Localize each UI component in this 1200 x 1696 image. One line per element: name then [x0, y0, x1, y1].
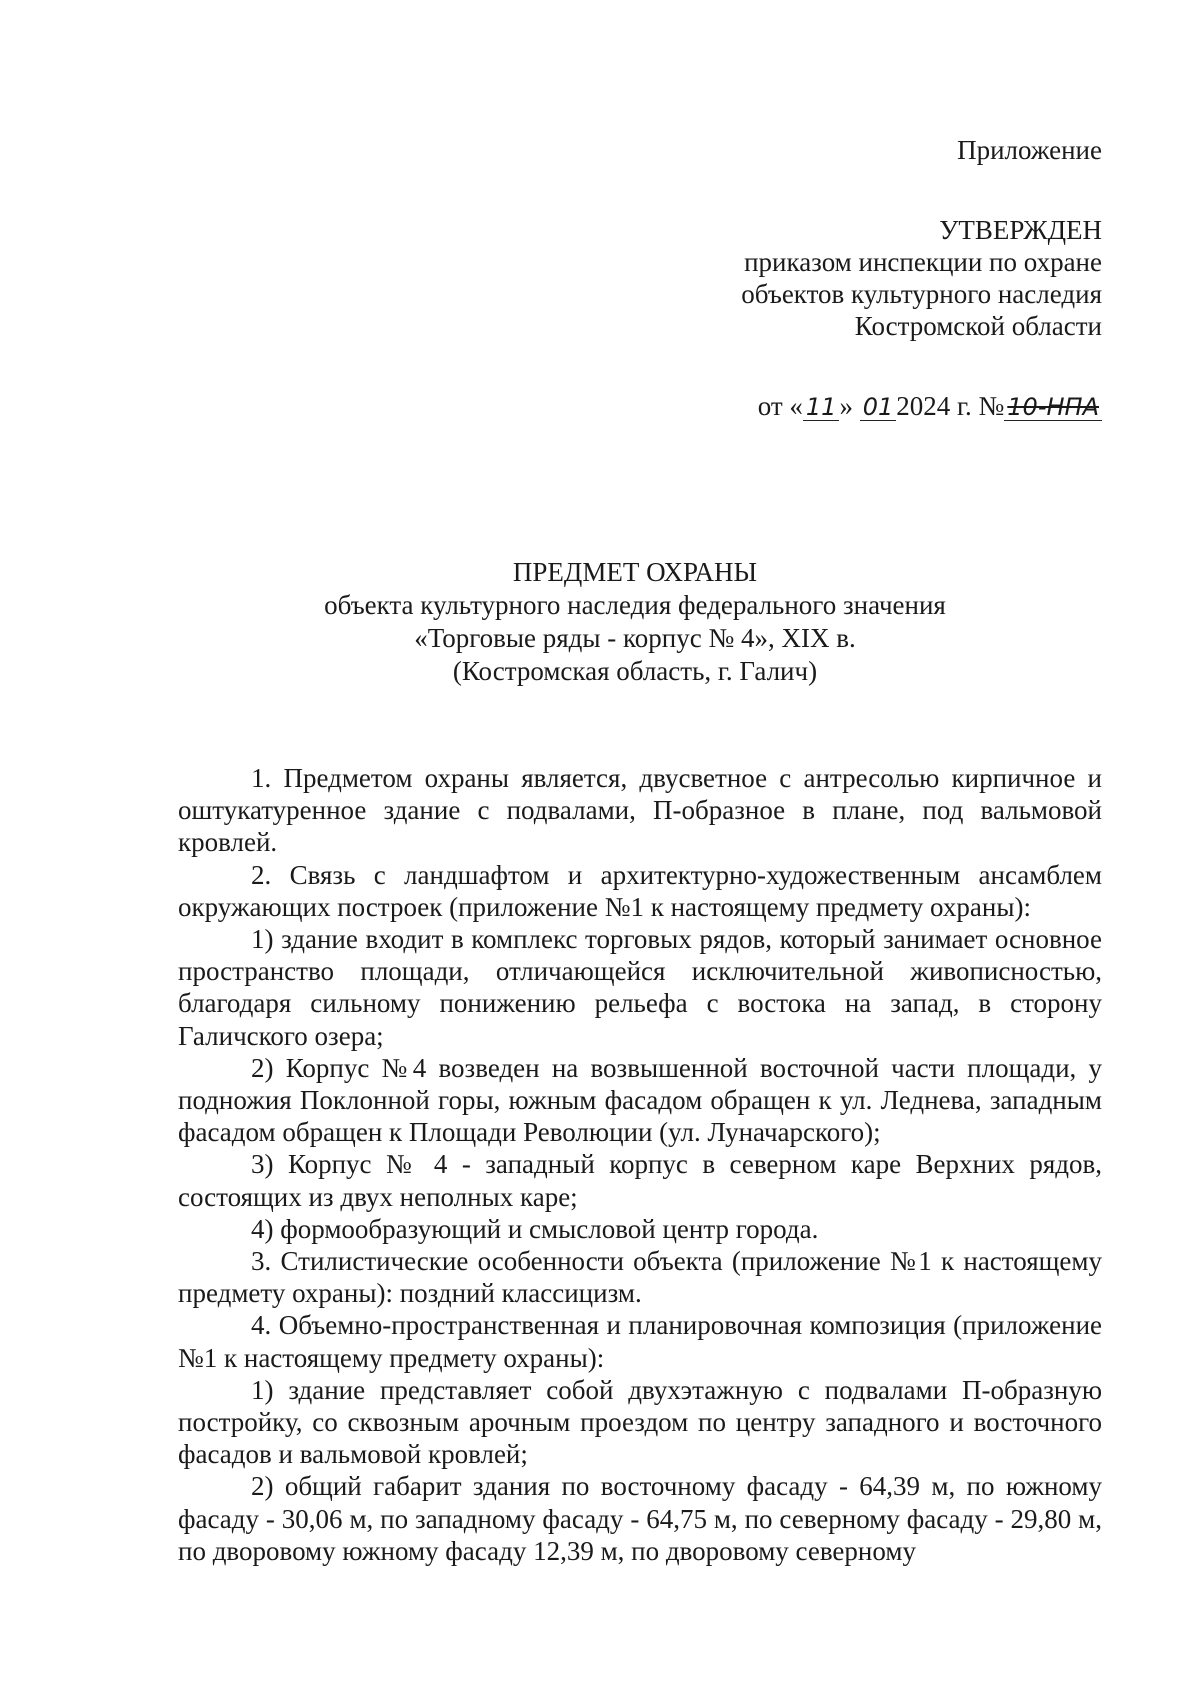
paragraph: 2) общий габарит здания по восточному фасаду - 64,39 м, по южному фасаду - 30,06 м, по западному фасаду - 64,75 м, по северному фасаду - 29,80 м, по дворовому южному фасаду 12,39 м, по дворовому северному [178, 1471, 1102, 1566]
approved-by-line-2: объектов культурного наследия [741, 279, 1102, 309]
date-mid: » [839, 391, 853, 421]
appendix-label: Приложение [957, 135, 1102, 165]
approved-by-line-1: приказом инспекции по охране [744, 247, 1102, 277]
document-title-block [170, 556, 1100, 688]
title-line-3: (Костромская область, г. Галич) [452, 656, 818, 686]
title-line-2: «Торговые ряды - корпус № 4», XIX в. [414, 623, 856, 653]
order-date-line [741, 390, 1102, 422]
order-number-handwritten: 10-НПА [1004, 394, 1102, 421]
approved-label: УТВЕРЖДЕН [939, 215, 1102, 245]
paragraph: 1. Предметом охраны является, двусветное с антресолью кирпичное и оштукатуренное здание с подвалами, П-образное в плане, под вальмовой кровлей. [178, 763, 1102, 858]
paragraph: 4. Объемно-пространственная и планировочная композиция (приложение №1 к настоящему предмету охраны): [178, 1310, 1102, 1373]
paragraph: 2) Корпус №4 возведен на возвышенной восточной части площади, у подножия Поклонной горы, южным фасадом обращен к ул. Леднева, западным фасадом обращен к Площади Революции (ул. Луначарского); [178, 1052, 1102, 1148]
approval-block [741, 134, 1102, 422]
approved-by-line-3: Костромской области [854, 311, 1102, 341]
paragraph: 2. Связь с ландшафтом и архитектурно-художественным ансамблем окружающих построек (приложение №1 к настоящему предмету охраны): [178, 859, 1102, 922]
date-day-handwritten: 11 [803, 394, 840, 421]
date-prefix: от « [757, 391, 803, 421]
document-heading: ПРЕДМЕТ ОХРАНЫ [512, 557, 758, 587]
date-year: 2024 г. № [896, 391, 1005, 421]
paragraph: 1) здание представляет собой двухэтажную с подвалами П-образную постройку, со сквозным арочным проездом по центру западного и восточного фасадов и вальмовой кровлей; [178, 1374, 1102, 1470]
title-line-1: объекта культурного наследия федерального значения [324, 590, 946, 620]
paragraph: 3. Стилистические особенности объекта (приложение №1 к настоящему предмету охраны): поздний классицизм. [178, 1246, 1102, 1309]
date-month-handwritten: 01 [860, 394, 897, 421]
paragraph: 1) здание входит в комплекс торговых рядов, который занимает основное пространство площади, отличающейся исключительной живописностью, благодаря сильному понижению рельефа с востока на запад, в сторону Галичского озера; [178, 924, 1102, 1051]
paragraph: 4) формообразующий и смысловой центр города. [251, 1213, 819, 1244]
paragraph: 3) Корпус № 4 - западный корпус в северном каре Верхних рядов, состоящих из двух неполных каре; [178, 1149, 1102, 1212]
document-body [178, 762, 1102, 1567]
